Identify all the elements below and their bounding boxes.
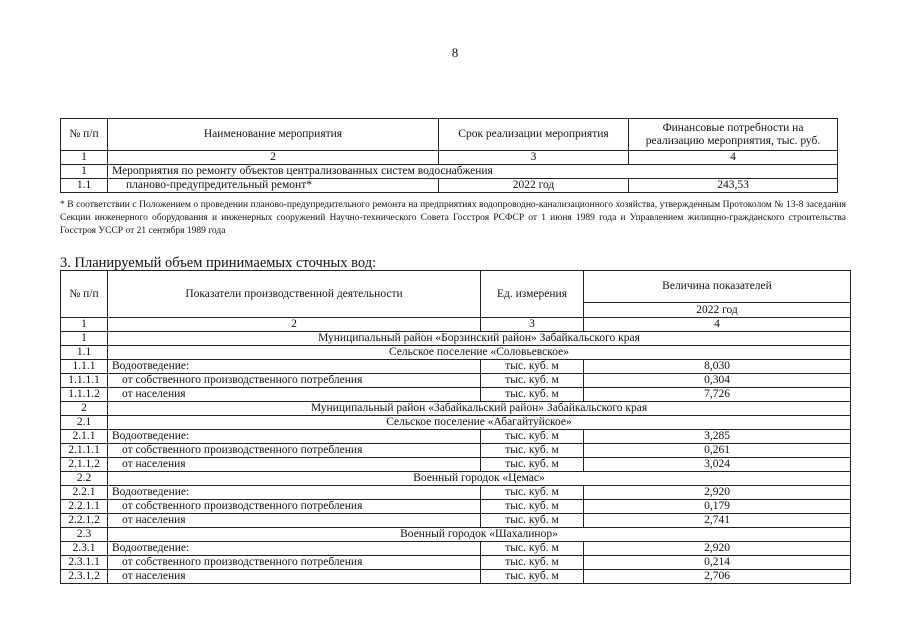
unit-cell: тыс. куб. м	[481, 542, 584, 556]
row-number: 2.1.1.2	[61, 458, 108, 472]
row-number: 2.1.1.1	[61, 444, 108, 458]
indicator-name: Водоотведение:	[108, 542, 481, 556]
section-row	[61, 332, 851, 346]
unit-cell: тыс. куб. м	[481, 500, 584, 514]
unit-cell: тыс. куб. м	[481, 514, 584, 528]
value-cell: 7,726	[584, 388, 851, 402]
row-number: 1	[61, 165, 108, 179]
measure-cost: 243,53	[629, 179, 838, 193]
table-row	[61, 458, 851, 472]
table-row	[61, 570, 851, 584]
header-measure-name: Наименование мероприятия	[108, 119, 439, 151]
section-title: Сельское поселение «Соловьевское»	[108, 346, 851, 360]
table-row	[61, 374, 851, 388]
row-number: 1.1.1.1	[61, 374, 108, 388]
indicator-name: Водоотведение:	[108, 486, 481, 500]
table-row	[61, 388, 851, 402]
table-row	[61, 486, 851, 500]
indicator-name: Водоотведение:	[108, 430, 481, 444]
section-title: Мероприятия по ремонту объектов централизованных систем водоснабжения	[108, 165, 838, 179]
unit-cell: тыс. куб. м	[481, 556, 584, 570]
measure-period: 2022 год	[439, 179, 629, 193]
unit-cell: тыс. куб. м	[481, 444, 584, 458]
header-num: № п/п	[61, 271, 108, 318]
section-row	[61, 528, 851, 542]
header-indicator: Показатели производственной деятельности	[108, 271, 481, 318]
indicator-name: от населения	[108, 458, 481, 472]
table-header-row	[61, 271, 851, 303]
table-row	[61, 556, 851, 570]
repair-measures-table	[60, 118, 838, 193]
section-title: Военный городок «Шахалинор»	[108, 528, 851, 542]
header-financial-needs: Финансовые потребности на реализацию мероприятия, тыс. руб.	[629, 119, 838, 151]
wastewater-volume-table	[60, 270, 851, 584]
row-number: 1.1.1	[61, 360, 108, 374]
unit-cell: тыс. куб. м	[481, 388, 584, 402]
value-cell: 2,741	[584, 514, 851, 528]
indicator-name: от собственного производственного потребления	[108, 444, 481, 458]
row-number: 2.2.1	[61, 486, 108, 500]
column-number: 3	[439, 151, 629, 165]
row-number: 2	[61, 402, 108, 416]
section-title: Муниципальный район «Борзинский район» Забайкальского края	[108, 332, 851, 346]
section-row	[61, 165, 838, 179]
value-cell: 2,920	[584, 486, 851, 500]
value-cell: 0,214	[584, 556, 851, 570]
section-title: Сельское поселение «Абагайтуйское»	[108, 416, 851, 430]
row-number: 2.2	[61, 472, 108, 486]
unit-cell: тыс. куб. м	[481, 570, 584, 584]
row-number: 2.3.1	[61, 542, 108, 556]
column-number: 4	[584, 318, 851, 332]
section-row	[61, 346, 851, 360]
indicator-name: от населения	[108, 514, 481, 528]
value-cell: 3,285	[584, 430, 851, 444]
section-row	[61, 472, 851, 486]
header-year: 2022 год	[584, 303, 851, 318]
row-number: 2.2.1.2	[61, 514, 108, 528]
section-title: Военный городок «Цемас»	[108, 472, 851, 486]
unit-cell: тыс. куб. м	[481, 374, 584, 388]
column-number: 3	[481, 318, 584, 332]
table-row	[61, 500, 851, 514]
row-number: 1.1	[61, 346, 108, 360]
unit-cell: тыс. куб. м	[481, 486, 584, 500]
column-numbering-row	[61, 151, 838, 165]
row-number: 1	[61, 332, 108, 346]
table-row	[61, 179, 838, 193]
measure-name: планово-предупредительный ремонт*	[108, 179, 439, 193]
unit-cell: тыс. куб. м	[481, 430, 584, 444]
column-number: 2	[108, 151, 439, 165]
section-title: Муниципальный район «Забайкальский район» Забайкальского края	[108, 402, 851, 416]
header-value: Величина показателей	[584, 271, 851, 303]
indicator-name: от собственного производственного потребления	[108, 500, 481, 514]
unit-cell: тыс. куб. м	[481, 360, 584, 374]
value-cell: 2,920	[584, 542, 851, 556]
indicator-name: от населения	[108, 388, 481, 402]
table-row	[61, 542, 851, 556]
column-number: 1	[61, 318, 108, 332]
indicator-name: от населения	[108, 570, 481, 584]
value-cell: 2,706	[584, 570, 851, 584]
row-number: 2.1	[61, 416, 108, 430]
row-number: 2.3.1.1	[61, 556, 108, 570]
column-number: 1	[61, 151, 108, 165]
row-number: 2.3.1.2	[61, 570, 108, 584]
indicator-name: от собственного производственного потребления	[108, 556, 481, 570]
table-row	[61, 514, 851, 528]
header-unit: Ед. измерения	[481, 271, 584, 318]
table-row	[61, 360, 851, 374]
row-number: 2.1.1	[61, 430, 108, 444]
section-row	[61, 416, 851, 430]
column-numbering-row	[61, 318, 851, 332]
row-number: 1.1.1.2	[61, 388, 108, 402]
table-header-row	[61, 119, 838, 151]
footnote: * В соответствии с Положением о проведении планово-предупредительного ремонта на предприятиях водопроводно-канализационного хозяйства, утвержденным Протоколом № 13-8 заседания Секции инженерного оборудования и инженерных сооружений Научно-технического Совета Госстроя РСФСР от 1 июня 1989 года и Управлением жилищно-гражданского строительства Госстроя УССР от 21 сентября 1989 года	[60, 200, 846, 236]
value-cell: 0,261	[584, 444, 851, 458]
header-num: № п/п	[61, 119, 108, 151]
unit-cell: тыс. куб. м	[481, 458, 584, 472]
section-heading: 3. Планируемый объем принимаемых сточных вод:	[60, 255, 377, 271]
table-row	[61, 430, 851, 444]
row-number: 2.2.1.1	[61, 500, 108, 514]
indicator-name: Водоотведение:	[108, 360, 481, 374]
value-cell: 8,030	[584, 360, 851, 374]
value-cell: 0,179	[584, 500, 851, 514]
section-row	[61, 402, 851, 416]
value-cell: 3,024	[584, 458, 851, 472]
indicator-name: от собственного производственного потребления	[108, 374, 481, 388]
column-number: 4	[629, 151, 838, 165]
page-number: 8	[451, 45, 459, 60]
row-number: 1.1	[61, 179, 108, 193]
column-number: 2	[108, 318, 481, 332]
row-number: 2.3	[61, 528, 108, 542]
value-cell: 0,304	[584, 374, 851, 388]
header-period: Срок реализации мероприятия	[439, 119, 629, 151]
table-row	[61, 444, 851, 458]
table-body	[61, 332, 851, 584]
